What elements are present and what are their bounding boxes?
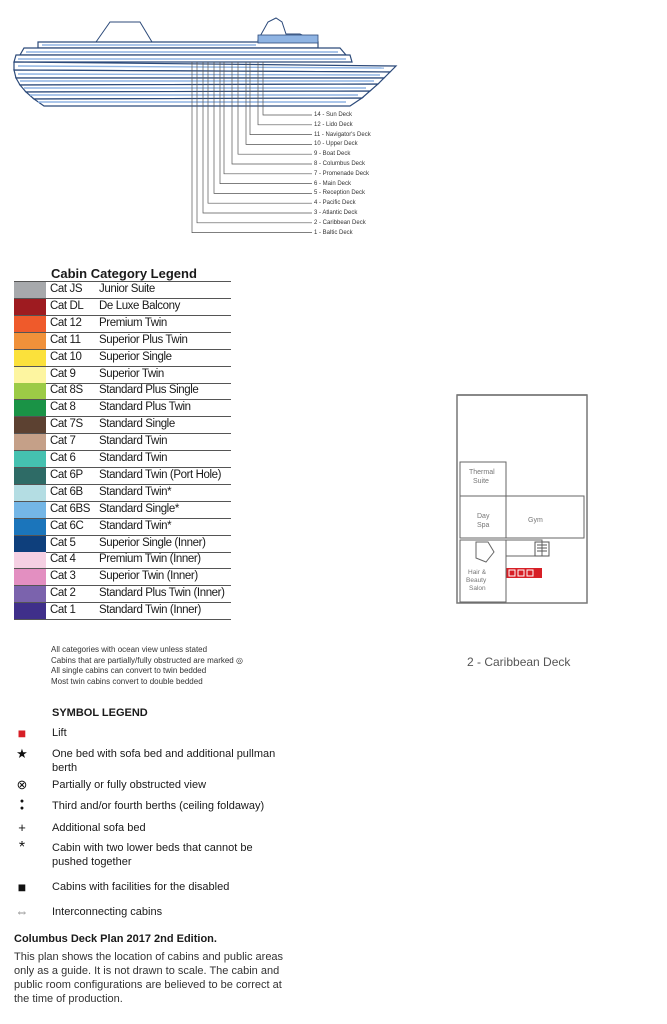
- category-code: Cat 9: [50, 367, 76, 380]
- category-name: Superior Twin: [99, 367, 164, 380]
- cabin-category-row: [14, 350, 231, 367]
- deck-label: 1 - Baltic Deck: [314, 229, 353, 236]
- cabin-category-row: [14, 282, 231, 299]
- gym-label: Gym: [528, 517, 543, 524]
- category-name: De Luxe Balcony: [99, 299, 180, 312]
- cabin-category-row: [14, 316, 231, 333]
- deck-label: 9 - Boat Deck: [314, 151, 351, 158]
- symbol-description: One bed with sofa bed and additional pullman berth: [52, 748, 276, 774]
- lift-icon: [506, 568, 542, 578]
- category-color-swatch: [14, 468, 46, 484]
- day-spa-label: Day Spa: [477, 513, 490, 529]
- cabin-category-row: [14, 536, 231, 553]
- edition-disclaimer: This plan shows the location of cabins and public areas only as a guide. It is not drawn to scale. The cabin and public room configurations are believed to be correct at the time of production.: [14, 951, 284, 1005]
- deck-label: 2 - Caribbean Deck: [314, 219, 366, 226]
- legend-note: Cabins that are partially/fully obstructed are marked ◎: [51, 655, 243, 665]
- category-code: Cat 8S: [50, 384, 83, 397]
- symbol-description: Lift: [52, 727, 67, 739]
- category-color-swatch: [14, 400, 46, 416]
- disabled-square-icon: ■: [17, 879, 27, 895]
- category-code: Cat 10: [50, 350, 82, 363]
- category-name: Superior Single (Inner): [99, 536, 206, 549]
- legend-note: All single cabins can convert to twin bedded: [51, 666, 207, 675]
- category-color-swatch: [14, 569, 46, 585]
- category-code: Cat 8: [50, 401, 76, 414]
- symbol-description: Interconnecting cabins: [52, 906, 163, 918]
- category-color-swatch: [14, 502, 46, 518]
- category-code: Cat JS: [50, 283, 83, 295]
- category-name: Standard Twin: [99, 452, 168, 464]
- deck-label: 8 - Columbus Deck: [314, 161, 366, 167]
- cabin-category-row: [14, 383, 231, 400]
- category-name: Premium Twin: [99, 316, 167, 329]
- deck-label: 11 - Navigator's Deck: [314, 131, 371, 138]
- category-name: Standard Plus Twin (Inner): [99, 587, 225, 600]
- cabin-category-row: [14, 519, 231, 536]
- category-name: Standard Plus Single: [99, 384, 199, 397]
- category-code: Cat 6BS: [50, 502, 91, 515]
- category-name: Junior Suite: [99, 283, 155, 295]
- star-icon: ★: [16, 746, 28, 761]
- cabin-category-row: [14, 468, 231, 485]
- category-code: Cat 6C: [50, 519, 84, 532]
- symbol-legend-title: SYMBOL LEGEND: [52, 707, 148, 719]
- category-code: Cat 12: [50, 316, 82, 329]
- lift-icon: ■: [17, 725, 27, 741]
- cabin-category-row: [14, 400, 231, 417]
- deck-label: 4 - Pacific Deck: [314, 200, 356, 207]
- category-color-swatch: [14, 485, 46, 501]
- category-color-swatch: [14, 519, 46, 535]
- category-color-swatch: [14, 536, 46, 552]
- cabin-category-row: [14, 502, 231, 519]
- cabin-category-row: [14, 434, 231, 451]
- category-color-swatch: [14, 603, 46, 619]
- deck-label: 12 - Lido Deck: [314, 121, 353, 128]
- thermal-suite-label: Thermal Suite: [469, 469, 495, 485]
- edition-title: Columbus Deck Plan 2017 2nd Edition.: [14, 933, 217, 945]
- category-color-swatch: [14, 367, 46, 383]
- two-dots-icon: ● ●: [19, 798, 25, 812]
- deck-label: 6 - Main Deck: [314, 180, 352, 187]
- symbol-description: Additional sofa bed: [52, 822, 146, 834]
- category-color-swatch: [14, 383, 46, 399]
- category-code: Cat 7S: [50, 418, 83, 431]
- symbol-description: Cabin with two lower beds that cannot be pushed together: [52, 842, 253, 868]
- category-color-swatch: [14, 434, 46, 450]
- category-code: Cat 6: [50, 452, 76, 464]
- category-name: Standard Twin*: [99, 519, 172, 532]
- cabin-category-row: [14, 569, 231, 586]
- category-name: Premium Twin (Inner): [99, 553, 201, 566]
- category-code: Cat 6B: [50, 485, 83, 498]
- cabin-category-row: [14, 485, 231, 502]
- category-name: Standard Single*: [99, 502, 179, 515]
- deck-label: 10 - Upper Deck: [314, 141, 358, 148]
- category-color-swatch: [14, 316, 46, 332]
- deck-label: 14 - Sun Deck: [314, 112, 353, 118]
- legend-note: Most twin cabins convert to double bedded: [51, 676, 203, 686]
- category-name: Standard Twin*: [99, 485, 172, 498]
- deck-label: 7 - Promenade Deck: [314, 170, 370, 177]
- deck-label-list: [0, 0, 420, 245]
- legend-note: All categories with ocean view unless stated: [51, 645, 208, 654]
- cabin-category-row: [14, 451, 231, 468]
- small-star-icon: *: [18, 839, 26, 856]
- category-code: Cat 3: [50, 570, 76, 583]
- cabin-category-row: [14, 333, 231, 350]
- category-color-swatch: [14, 333, 46, 349]
- symbol-description: Third and/or fourth berths (ceiling foldaway): [52, 800, 265, 812]
- plus-icon: +: [18, 820, 26, 835]
- category-color-swatch: [14, 350, 46, 366]
- interconnecting-icon: ⇔: [15, 904, 29, 919]
- category-name: Superior Plus Twin: [99, 333, 188, 346]
- symbol-description: Partially or fully obstructed view: [52, 779, 207, 791]
- category-color-swatch: [14, 417, 46, 433]
- deck-label: 5 - Reception Deck: [314, 190, 366, 197]
- category-name: Superior Single: [99, 350, 172, 363]
- category-name: Standard Single: [99, 418, 175, 431]
- category-code: Cat 2: [50, 587, 76, 600]
- cabin-category-row: [14, 417, 231, 434]
- cabin-category-row: [14, 603, 231, 620]
- caribbean-deck-plan: [452, 390, 592, 610]
- category-code: Cat 6P: [50, 468, 83, 481]
- category-color-swatch: [14, 451, 46, 467]
- cabin-category-row: [14, 552, 231, 569]
- cabin-category-row: [14, 367, 231, 384]
- category-name: Standard Twin (Inner): [99, 604, 201, 617]
- category-color-swatch: [14, 586, 46, 602]
- category-code: Cat DL: [50, 299, 84, 312]
- cabin-category-row: [14, 586, 231, 603]
- category-code: Cat 7: [50, 435, 76, 448]
- obstructed-view-icon: ⊗: [16, 777, 28, 792]
- deck-plan-caption: 2 - Caribbean Deck: [467, 655, 571, 669]
- category-code: Cat 5: [50, 536, 76, 549]
- category-code: Cat 1: [50, 604, 76, 617]
- deck-label: 3 - Atlantic Deck: [314, 210, 358, 216]
- category-color-swatch: [14, 552, 46, 568]
- category-name: Standard Twin: [99, 435, 168, 448]
- category-name: Standard Plus Twin: [99, 401, 191, 414]
- category-code: Cat 4: [50, 553, 76, 566]
- category-name: Standard Twin (Port Hole): [99, 468, 222, 481]
- cabin-category-row: [14, 299, 231, 316]
- symbol-description: Cabins with facilities for the disabled: [52, 881, 230, 893]
- cabin-legend-title: Cabin Category Legend: [51, 266, 197, 281]
- category-code: Cat 11: [50, 333, 81, 346]
- category-color-swatch: [14, 282, 46, 298]
- category-name: Superior Twin (Inner): [99, 570, 198, 583]
- category-color-swatch: [14, 299, 46, 315]
- hair-beauty-label: Hair & Beauty Salon: [466, 569, 487, 592]
